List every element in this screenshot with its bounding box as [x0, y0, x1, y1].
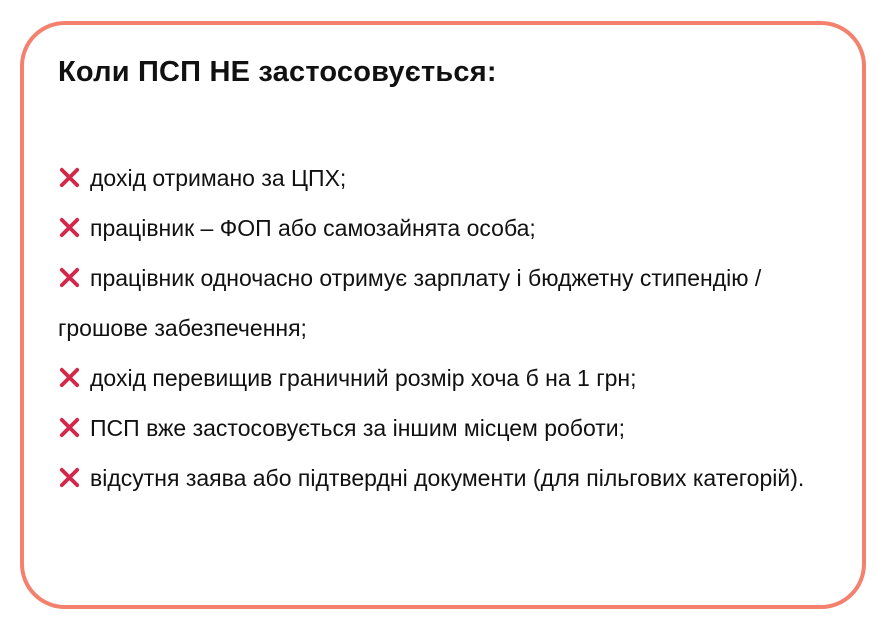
- card-title: Коли ПСП НЕ застосовується:: [58, 56, 497, 88]
- cross-icon: [58, 416, 81, 439]
- list-item-text: ПСП вже застосовується за іншим місцем роботи;: [90, 415, 626, 441]
- list-item: [58, 203, 838, 253]
- info-card: [20, 21, 866, 609]
- list-item: [58, 253, 838, 353]
- cross-icon: [58, 466, 81, 489]
- list-item: [58, 353, 838, 403]
- cross-icon: [58, 166, 81, 189]
- cross-icon: [58, 216, 81, 239]
- list-item-text: працівник одночасно отримує зарплату і бюджетну стипендію / грошове забезпечення;: [58, 265, 762, 341]
- list-item-text: дохід перевищив граничний розмір хоча б на 1 грн;: [90, 365, 637, 391]
- list-item: [58, 153, 838, 203]
- list-item: [58, 403, 838, 453]
- cross-icon: [58, 266, 81, 289]
- list-item-text: відсутня заява або підтвердні документи (для пільгових категорій).: [90, 465, 805, 491]
- cross-icon: [58, 366, 81, 389]
- list-item: [58, 453, 838, 503]
- list-item-text: працівник – ФОП або самозайнята особа;: [90, 215, 536, 241]
- psp-exclusions-list: [58, 153, 838, 503]
- list-item-text: дохід отримано за ЦПХ;: [90, 165, 347, 191]
